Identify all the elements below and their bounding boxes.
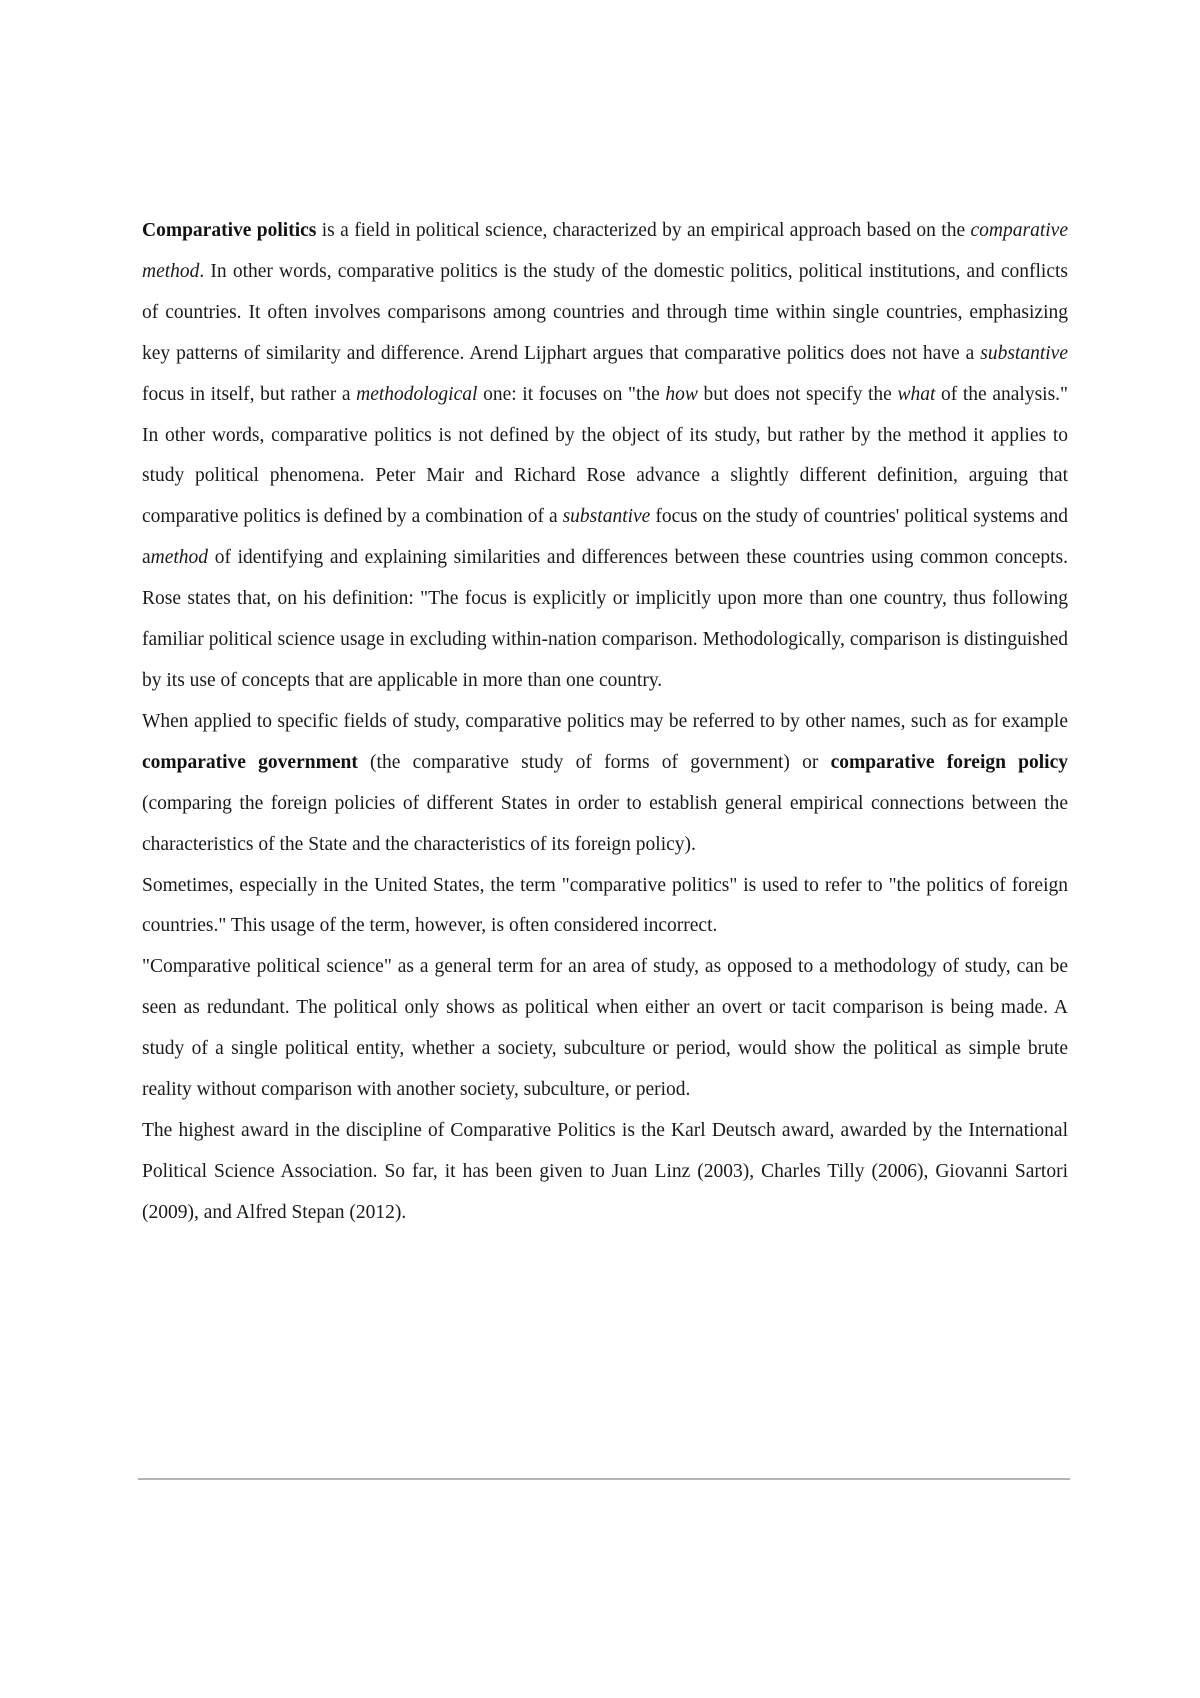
text-run: focus on the study of countries' political systems and a [142, 506, 1068, 569]
text-run: one: it focuses on "the [477, 383, 666, 405]
emphasis-method: method [150, 547, 209, 569]
emphasis-methodological: methodological [356, 383, 478, 405]
text-run: of identifying and explaining similarities and differences between these countries using common concepts. Rose states that, on his definition: "The focus is explicitly or implicitly upon more than one country, thus following familiar political science usage in excluding within-nation comparison. Methodologically, comparison is distinguished by its use of concepts that are applicable in more than one country. [142, 547, 1068, 691]
term-comparative-politics: Comparative politics [142, 220, 317, 241]
paragraph-award: The highest award in the discipline of Comparative Politics is the Karl Deutsch award, awarded by the International Political Science Association. So far, it has been given to Juan Linz (2003), Charles Tilly (2006), Giovanni Sartori (2009), and Alfred Stepan (2012). [142, 1119, 1068, 1223]
emphasis-substantive: substantive [980, 342, 1068, 364]
text-run: When applied to specific fields of study, comparative politics may be referred to by other names, such as for example [142, 710, 1068, 732]
text-run: focus in itself, but rather a [142, 383, 357, 405]
term-comparative-government: comparative government [142, 751, 358, 773]
emphasis-comparative-method: comparative method [142, 220, 1068, 282]
term-comparative-foreign-policy: comparative foreign policy [830, 751, 1069, 773]
paragraph-other-names [142, 702, 1068, 866]
emphasis-substantive-2: substantive [562, 506, 651, 528]
text-run: . In other words, comparative politics is the study of the domestic politics, political institutions, and conflicts of countries. It often involves comparisons among countries and through time within single countries, emphasizing key patterns of similarity and difference. Arend Lijphart argues that comparative politics does not have a [142, 260, 1068, 364]
paragraph-us-usage: Sometimes, especially in the United States, the term "comparative politics" is used to refer to "the politics of foreign countries." This usage of the term, however, is often considered incorrect. [142, 874, 1068, 937]
text-run: but does not specify the [697, 383, 898, 405]
text-run: (the comparative study of forms of government) or [357, 751, 831, 773]
text-run: is a field in political science, characterized by an empirical approach based on the [316, 220, 971, 241]
emphasis-what: what [897, 383, 936, 405]
text-run: of the analysis." In other words, comparative politics is not defined by the object of its study, but rather by the method it applies to study political phenomena. Peter Mair and Richard Rose advance a slightly different definition, arguing that comparative politics is defined by a combination of a [142, 383, 1068, 528]
horizontal-rule [138, 1478, 1070, 1480]
paragraph-redundant: "Comparative political science" as a general term for an area of study, as opposed to a methodology of study, can be seen as redundant. The political only shows as political when either an overt or tacit comparison is being made. A study of a single political entity, whether a society, subculture or period, would show the political as simple brute reality without comparison with another society, subculture, or period. [142, 956, 1068, 1101]
emphasis-how: how [665, 383, 698, 405]
document-body [142, 211, 1068, 1234]
paragraph-definition [142, 211, 1068, 702]
text-run: (comparing the foreign policies of different States in order to establish general empirical connections between the characteristics of the State and the characteristics of its foreign policy). [142, 792, 1068, 855]
